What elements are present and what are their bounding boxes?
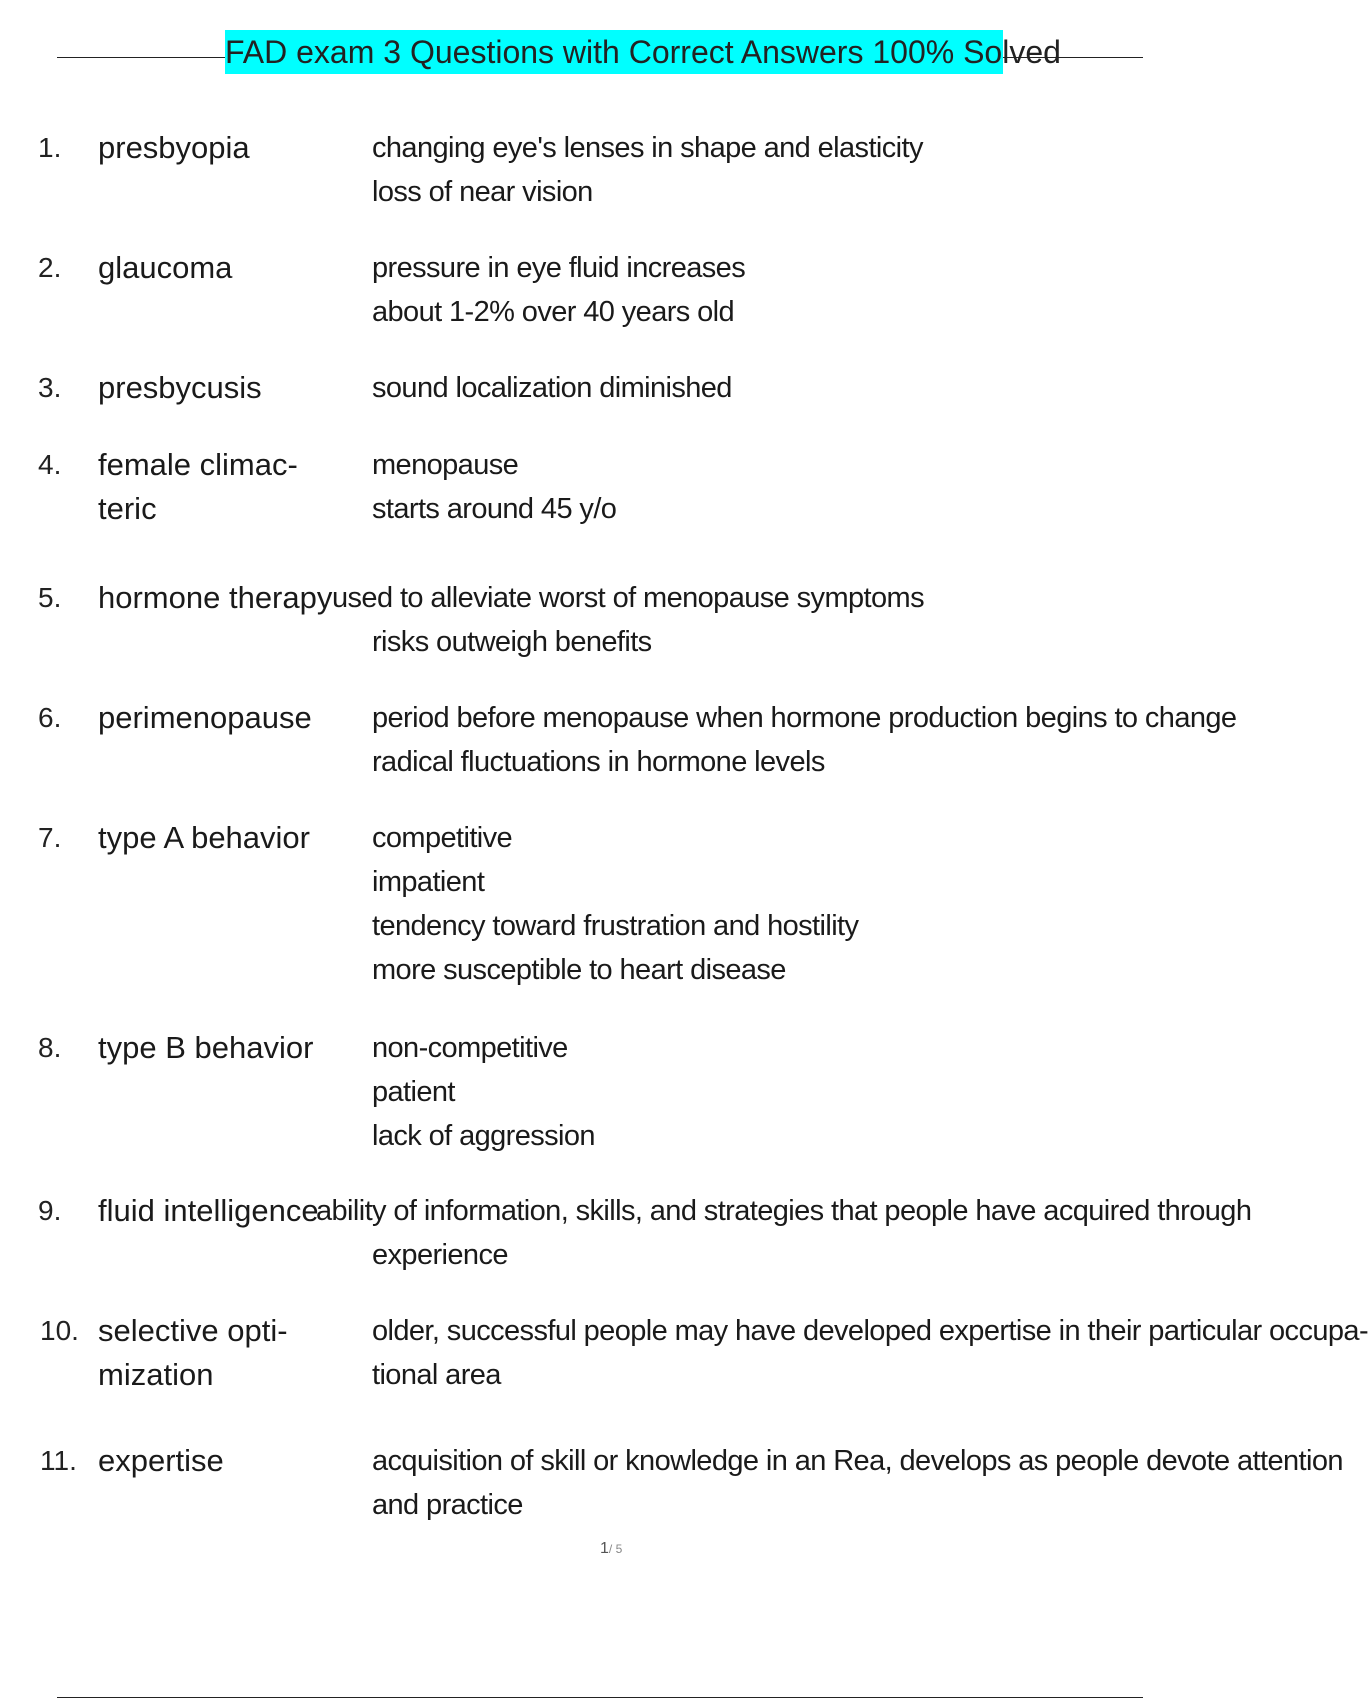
item-definition (372, 816, 1180, 992)
definition-line: impatient (372, 866, 485, 898)
definition-line: older, successful people may have developed expertise in their particular occupa- (372, 1315, 1368, 1347)
item-definition (372, 443, 1180, 531)
footer-rule (57, 1697, 1143, 1698)
item-number: 8. (38, 1032, 62, 1063)
definition-line: period before menopause when hormone production begins to change (372, 702, 1237, 734)
definition-line: about 1-2% over 40 years old (372, 296, 735, 328)
definition-line: loss of near vision (372, 176, 593, 208)
item-definition (372, 366, 1180, 410)
definition-line: menopause (372, 449, 519, 481)
item-term: selective opti- mization (98, 1313, 288, 1392)
definition-line: experience (372, 1239, 508, 1271)
header (57, 30, 1143, 74)
item-number: 10. (40, 1315, 79, 1346)
definition-line: starts around 45 y/o (372, 493, 617, 525)
item-number: 3. (38, 372, 62, 403)
item-number: 11. (40, 1445, 77, 1476)
definition-line: competitive (372, 822, 513, 854)
definition-line: acquisition of skill or knowledge in an Rea, develops as people devote attention (372, 1445, 1343, 1477)
item-term: fluid intelligence (98, 1193, 319, 1228)
item-number: 2. (38, 252, 62, 283)
item-definition (372, 246, 1180, 334)
item-term: expertise (98, 1443, 224, 1478)
qa-list (0, 126, 1368, 1521)
definition-line: patient (372, 1076, 455, 1108)
definition-line: sound localization diminished (372, 372, 732, 404)
item-term: perimenopause (98, 700, 312, 735)
item-definition (372, 1026, 1180, 1158)
item-definition (332, 576, 1180, 664)
definition-line: radical fluctuations in hormone levels (372, 746, 825, 778)
definition-line: tendency toward frustration and hostility (372, 910, 859, 942)
item-term: female climac- teric (98, 447, 298, 526)
definition-line: non-competitive (372, 1032, 568, 1064)
item-number: 9. (38, 1195, 62, 1226)
item-definition (372, 696, 1237, 784)
item-term: presbyopia (98, 130, 250, 165)
definition-line: more susceptible to heart disease (372, 954, 786, 986)
item-number: 4. (38, 449, 62, 480)
item-definition (372, 1309, 1368, 1397)
definition-line: used to alleviate worst of menopause symptoms (332, 582, 924, 614)
page-current: 1 (600, 1540, 609, 1557)
definition-line: lack of aggression (372, 1120, 595, 1152)
qa-item (0, 126, 1200, 236)
item-term: glaucoma (98, 250, 233, 285)
definition-line: ability of information, skills, and strategies that people have acquired through (316, 1195, 1252, 1227)
page-total: / 5 (608, 1542, 623, 1556)
item-number: 1. (38, 132, 62, 163)
item-term: hormone therapy (98, 580, 333, 615)
document-title: FAD exam 3 Questions with Correct Answers 100% Solved (225, 30, 1003, 74)
definition-line: tional area (372, 1359, 501, 1391)
item-term: presbycusis (98, 370, 262, 405)
definition-line: and practice (372, 1489, 523, 1521)
item-definition (372, 1439, 1343, 1527)
item-number: 5. (38, 582, 62, 613)
item-number: 7. (38, 822, 62, 853)
item-definition (316, 1189, 1252, 1277)
page-number (600, 1540, 622, 1558)
definition-line: changing eye's lenses in shape and elasticity (372, 132, 923, 164)
definition-line: risks outweigh benefits (372, 626, 652, 658)
item-number: 6. (38, 702, 62, 733)
item-term: type A behavior (98, 820, 310, 855)
definition-line: pressure in eye fluid increases (372, 252, 746, 284)
item-term: type B behavior (98, 1030, 314, 1065)
item-definition (372, 126, 1180, 214)
